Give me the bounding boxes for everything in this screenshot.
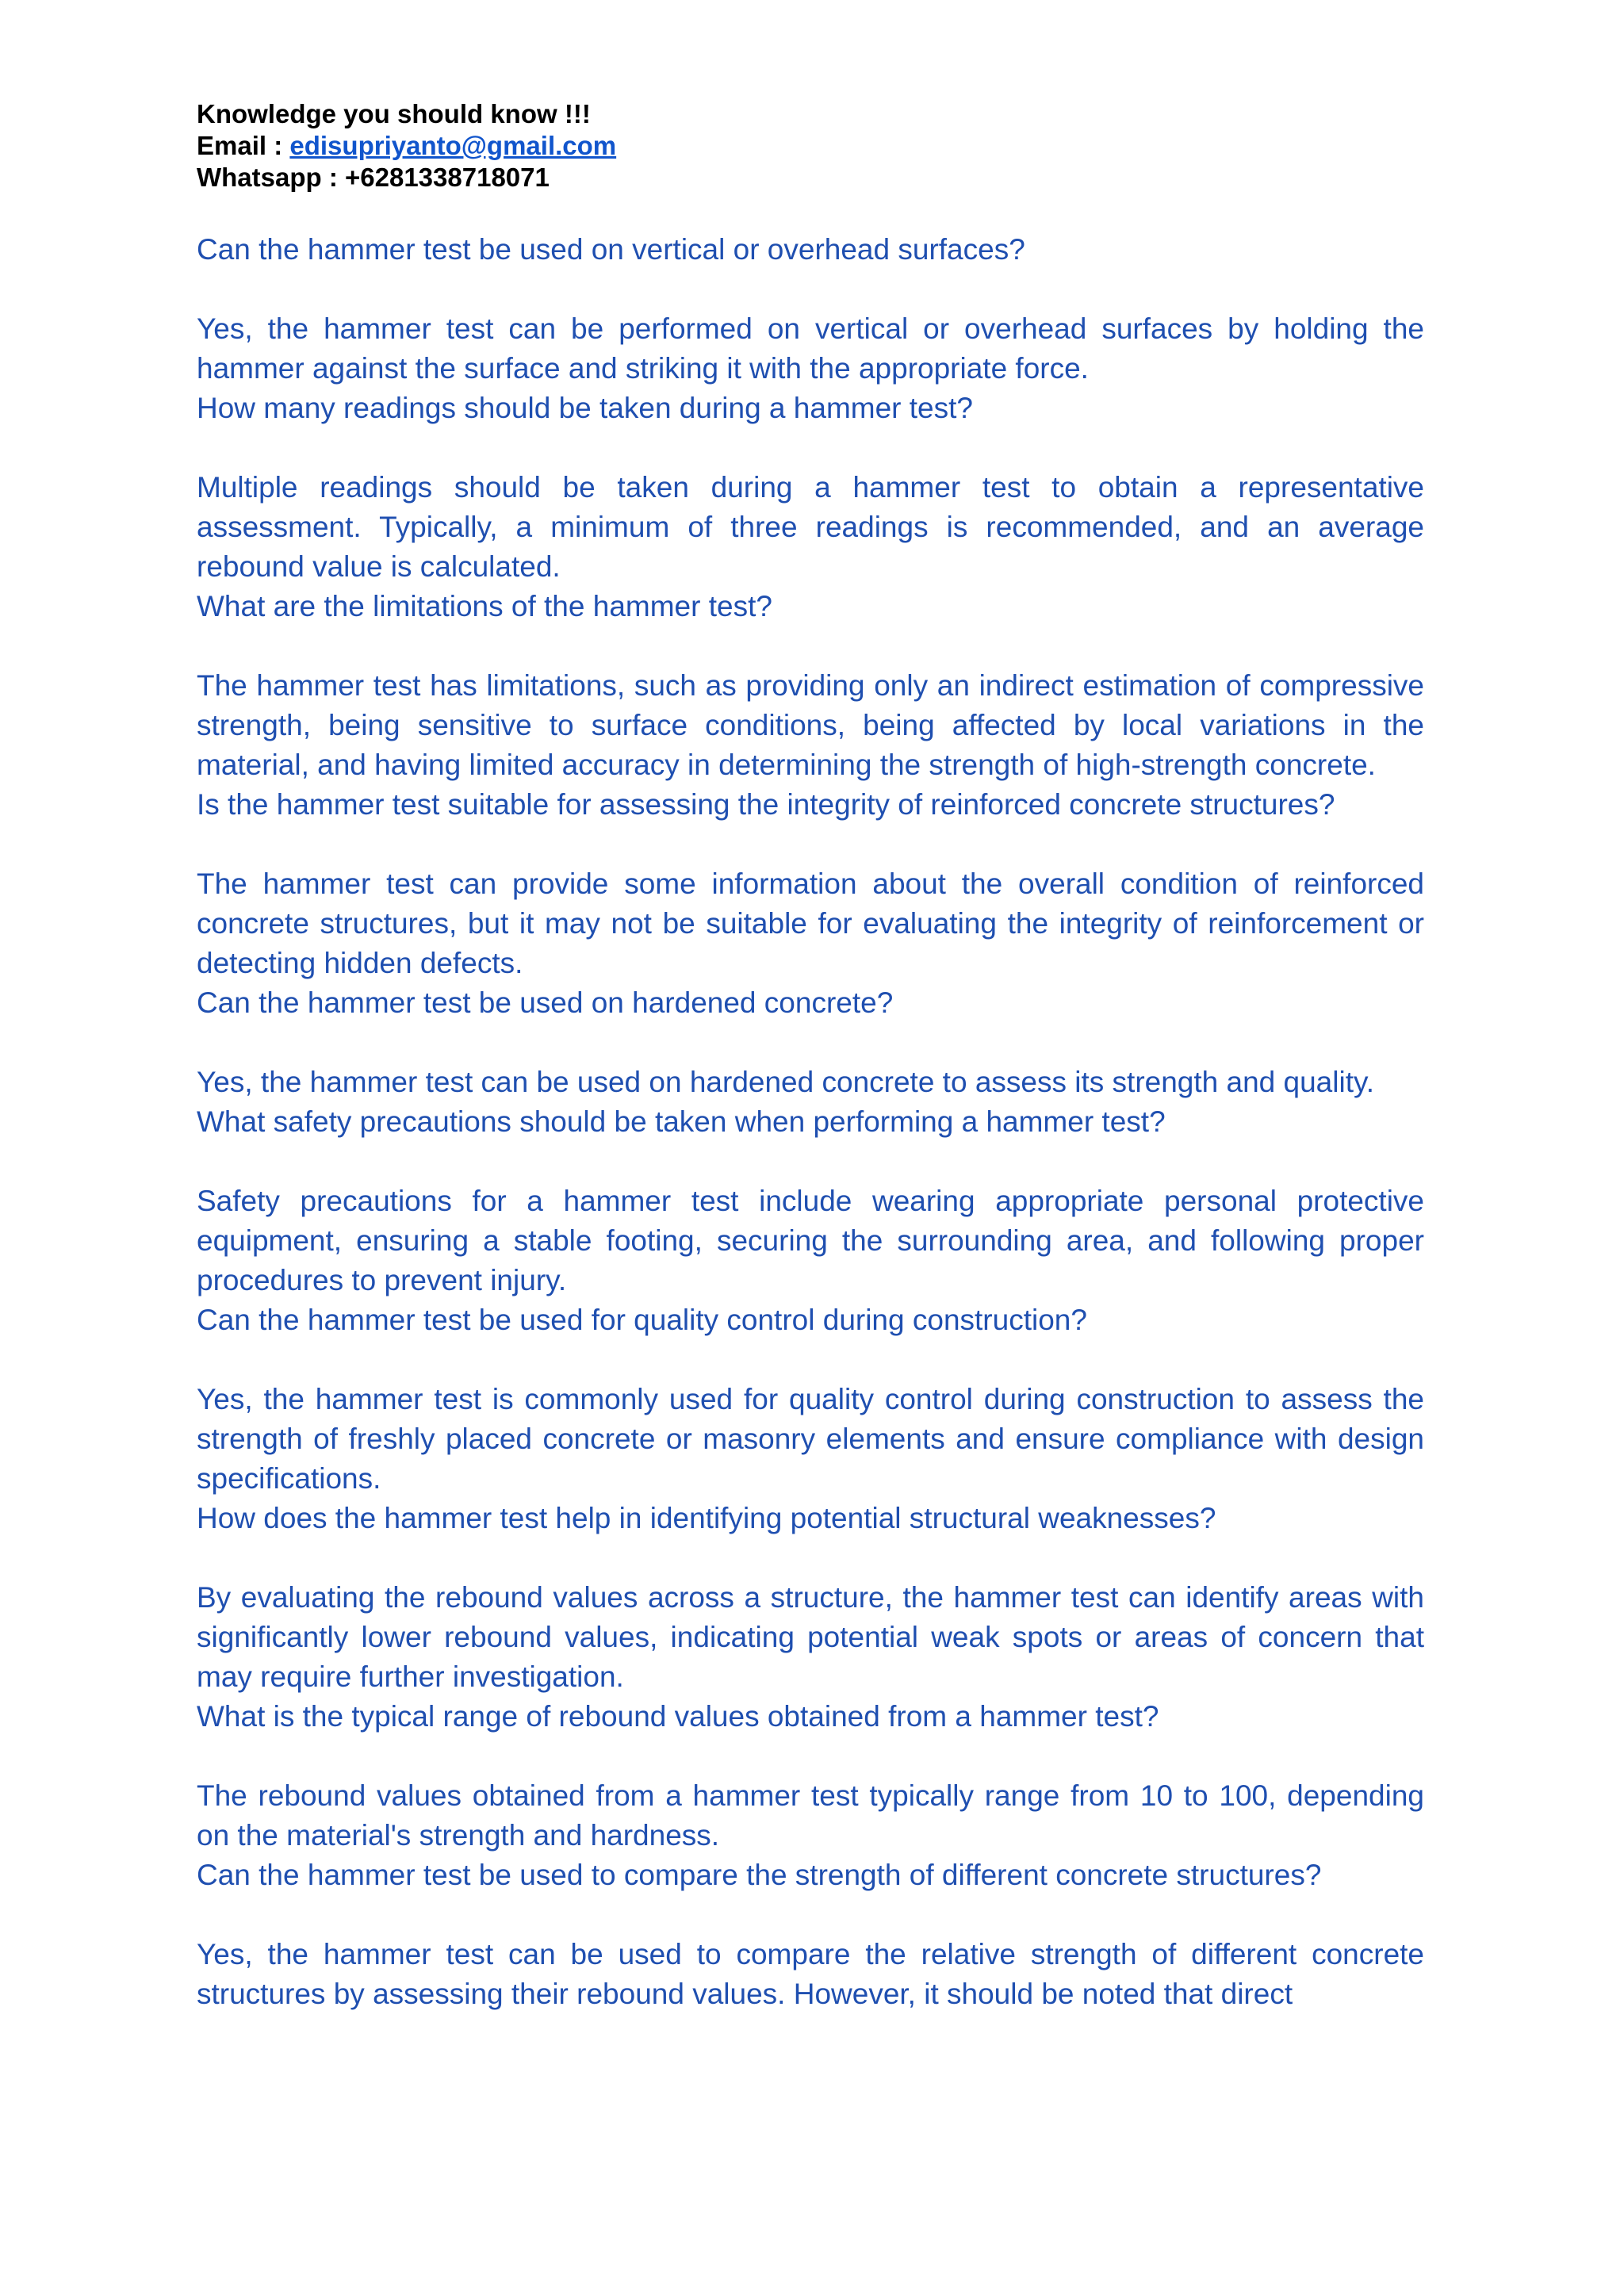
- whatsapp-line: Whatsapp : +6281338718071: [197, 163, 550, 192]
- answer: Multiple readings should be taken during a hammer test to obtain a representative assessment. Typically, a minimum of three readings is recommended, and an average rebound value is calculated.: [197, 471, 1424, 583]
- qa-item: [197, 1697, 1424, 1855]
- email-link[interactable]: edisupriyanto@gmail.com: [289, 131, 617, 160]
- answer: The hammer test has limitations, such as providing only an indirect estimation of compressive strength, being sensitive to surface conditions, being affected by local variations in the material, and having limited accuracy in determining the strength of high-strength concrete.: [197, 669, 1424, 781]
- answer: The rebound values obtained from a hammer test typically range from 10 to 100, depending on the material's strength and hardness.: [197, 1779, 1424, 1852]
- answer: The hammer test can provide some information about the overall condition of reinforced concrete structures, but it may not be suitable for evaluating the integrity of reinforcement or detecting hidden defects.: [197, 867, 1424, 979]
- email-line: [197, 130, 1434, 162]
- answer: Yes, the hammer test can be used to compare the relative strength of different concrete structures by assessing their rebound values. However, it should be noted that direct: [197, 1938, 1424, 2010]
- answer: Safety precautions for a hammer test include wearing appropriate personal protective equipment, ensuring a stable footing, securing the surrounding area, and following proper procedures to prevent injury.: [197, 1185, 1424, 1296]
- answer: By evaluating the rebound values across a structure, the hammer test can identify areas with significantly lower rebound values, indicating potential weak spots or areas of concern that may require further investigation.: [197, 1581, 1424, 1693]
- qa-item: [197, 785, 1424, 983]
- answer: Yes, the hammer test can be performed on vertical or overhead surfaces by holding the hammer against the surface and striking it with the appropriate force.: [197, 312, 1424, 385]
- qa-item: [197, 1855, 1424, 2014]
- question: What are the limitations of the hammer test?: [197, 590, 772, 622]
- question: Can the hammer test be used on vertical or overhead surfaces?: [197, 233, 1025, 266]
- qa-item: [197, 587, 1424, 785]
- answer: Yes, the hammer test is commonly used for quality control during construction to assess the strength of freshly placed concrete or masonry elements and ensure compliance with design specifications.: [197, 1383, 1424, 1495]
- qa-item: [197, 1102, 1424, 1300]
- header-title: Knowledge you should know !!!: [197, 99, 591, 128]
- qa-item: [197, 1499, 1424, 1697]
- email-label: Email :: [197, 131, 290, 160]
- question: Can the hammer test be used to compare the strength of different concrete structures?: [197, 1859, 1322, 1891]
- answer: Yes, the hammer test can be used on hardened concrete to assess its strength and quality.: [197, 1066, 1375, 1098]
- question: What safety precautions should be taken when performing a hammer test?: [197, 1105, 1166, 1138]
- question: How does the hammer test help in identifying potential structural weaknesses?: [197, 1502, 1216, 1534]
- question: Can the hammer test be used on hardened concrete?: [197, 986, 894, 1019]
- qa-content: [197, 230, 1424, 2014]
- question: Can the hammer test be used for quality control during construction?: [197, 1304, 1087, 1336]
- question: What is the typical range of rebound values obtained from a hammer test?: [197, 1700, 1159, 1733]
- qa-item: [197, 230, 1424, 389]
- document-header: [197, 98, 1434, 193]
- question: Is the hammer test suitable for assessing the integrity of reinforced concrete structures?: [197, 788, 1335, 821]
- question: How many readings should be taken during a hammer test?: [197, 392, 973, 424]
- qa-item: [197, 389, 1424, 587]
- qa-item: [197, 983, 1424, 1102]
- qa-item: [197, 1300, 1424, 1499]
